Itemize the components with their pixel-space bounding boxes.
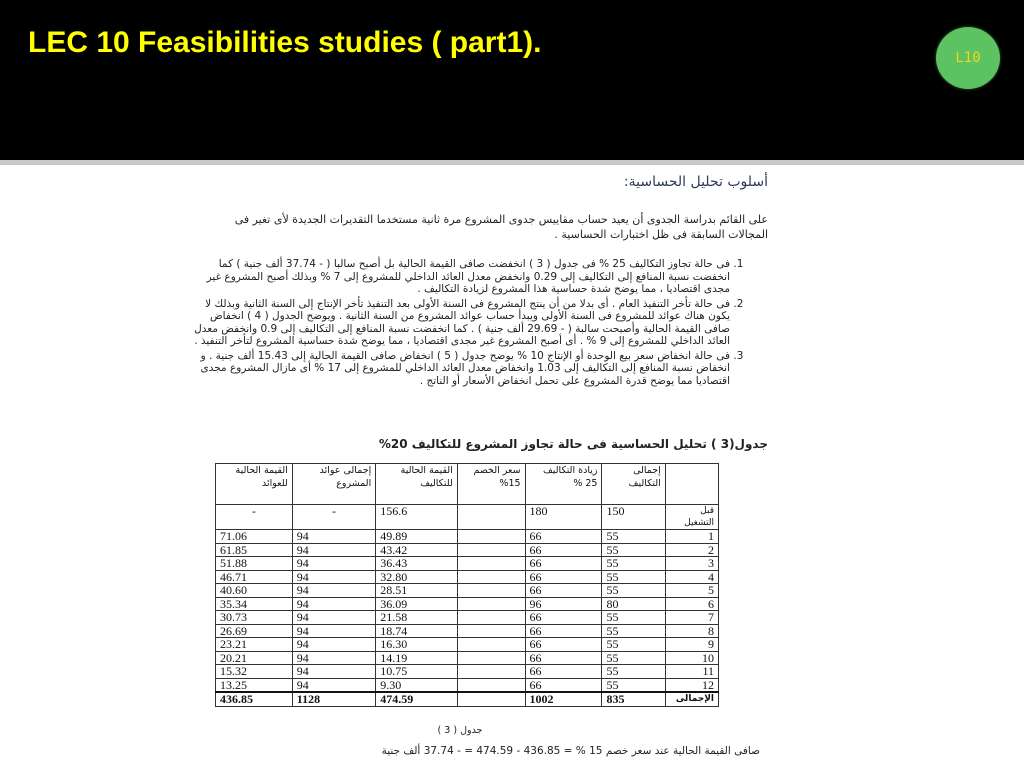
table-row [216, 584, 719, 598]
row-label: 9 [665, 638, 718, 652]
table-footnote: جدول ( 3 ) [437, 725, 483, 736]
table-row [216, 597, 719, 611]
table-cell: 36.09 [376, 597, 458, 611]
table-cell: 10.75 [376, 665, 458, 679]
table-cell: 80 [602, 597, 665, 611]
table-cell: 94 [292, 678, 375, 692]
table-cell: 55 [602, 611, 665, 625]
points-list [194, 258, 766, 389]
table-cell: - [216, 505, 293, 530]
row-label: 12 [665, 678, 718, 692]
row-label: 1 [665, 530, 718, 544]
table-cell: 66 [525, 651, 602, 665]
table-cell: 94 [292, 624, 375, 638]
table-cell: 32.80 [376, 570, 458, 584]
table-cell: 55 [602, 678, 665, 692]
table-row [216, 678, 719, 692]
table-cell: 55 [602, 651, 665, 665]
table-cell [457, 505, 525, 530]
table-cell: - [292, 505, 375, 530]
list-item: 2. فى حالة تأخر التنفيذ العام . أى بدلا من أن ينتج المشروع فى السنة الأولى بعد التنفيذ تأخر الإنتاج إلى السنة الثانية وبذلك لا يكون هناك عوائد للمشروع فى السنة الأولى ويبدأ حساب عوائد المشروع من السنة الثانية . ويوضح الجدول ( 4 ) انخفاض صافى القيمة الحالية وأصبحت سالبة ( - 29.69 ألف جنية ) . كما انخفضت نسبة المنافع إلى التكاليف إلى 0.9 وانخفض معدل العائد الداخلي للمشروع إلى 9 % . أى أصبح المشروع غير مجدى اقتصاديا ، مما يوضح شدة حساسية المشروع لتأخر التنفيذ . [194, 298, 730, 348]
table-cell: 150 [602, 505, 665, 530]
table-cell: 66 [525, 678, 602, 692]
column-header: سعر الخصم 15% [457, 464, 525, 505]
table-cell [457, 651, 525, 665]
table-cell: 94 [292, 584, 375, 598]
npv-formula: صافى القيمة الحالية عند سعر خصم 15 % = 436.85 - 474.59 = - 37.74 ألف جنية [381, 745, 760, 757]
table-cell: 156.6 [376, 505, 458, 530]
table-cell [457, 570, 525, 584]
table-cell: 30.73 [216, 611, 293, 625]
table-cell: 96 [525, 597, 602, 611]
row-label: الإجمالى [665, 692, 718, 706]
table-row [216, 570, 719, 584]
row-label: 3 [665, 557, 718, 571]
table-cell: 28.51 [376, 584, 458, 598]
slide-header [0, 0, 1024, 160]
table-cell [457, 638, 525, 652]
table-cell: 94 [292, 651, 375, 665]
row-label: 4 [665, 570, 718, 584]
row-label: 11 [665, 665, 718, 679]
table-cell [457, 557, 525, 571]
table-cell: 71.06 [216, 530, 293, 544]
table-cell: 474.59 [376, 692, 458, 706]
table-cell: 35.34 [216, 597, 293, 611]
table-cell: 13.25 [216, 678, 293, 692]
table-cell: 1002 [525, 692, 602, 706]
list-item: 1. فى حالة تجاوز التكاليف 25 % فى جدول ( 3 ) انخفضت صافى القيمة الحالية بل أصبح سالبا ( - 37.74 ألف جنية ) كما انخفضت نسبة المنافع إلى التكاليف إلى 0.29 وانخفض معدل العائد الداخلي للمشروع إلى 7 % وبذلك أصبح المشروع غير مجدى اقتصاديا ، مما يوضح شدة حساسية هذا المشروع لزيادة التكاليف . [194, 258, 730, 296]
table-cell: 94 [292, 638, 375, 652]
table-row [216, 543, 719, 557]
table-cell: 55 [602, 584, 665, 598]
table-cell: 61.85 [216, 543, 293, 557]
table-cell [457, 665, 525, 679]
table-row [216, 530, 719, 544]
table-header-row [216, 464, 719, 505]
table-cell: 20.21 [216, 651, 293, 665]
table-cell: 55 [602, 530, 665, 544]
table-cell: 66 [525, 530, 602, 544]
table-cell: 66 [525, 611, 602, 625]
table-row [216, 665, 719, 679]
table-cell: 55 [602, 638, 665, 652]
table-cell [457, 543, 525, 557]
row-label: 8 [665, 624, 718, 638]
column-header: إجمالى عوائد المشروع [292, 464, 375, 505]
table-row [216, 638, 719, 652]
row-label: 2 [665, 543, 718, 557]
table-cell: 66 [525, 570, 602, 584]
table-cell: 66 [525, 543, 602, 557]
table-cell: 14.19 [376, 651, 458, 665]
table-cell [457, 611, 525, 625]
table-cell: 43.42 [376, 543, 458, 557]
table-row [216, 557, 719, 571]
table-cell [457, 530, 525, 544]
table-cell: 66 [525, 624, 602, 638]
table-cell: 94 [292, 611, 375, 625]
table-row [216, 692, 719, 706]
table-cell: 94 [292, 597, 375, 611]
table-cell: 23.21 [216, 638, 293, 652]
table-cell: 835 [602, 692, 665, 706]
section-heading: أسلوب تحليل الحساسية: [623, 174, 768, 190]
table-cell: 180 [525, 505, 602, 530]
header-divider [0, 160, 1024, 165]
sensitivity-table [215, 463, 719, 707]
row-label: 10 [665, 651, 718, 665]
table-cell: 49.89 [376, 530, 458, 544]
table-cell: 55 [602, 570, 665, 584]
table-cell [457, 597, 525, 611]
table-cell: 1128 [292, 692, 375, 706]
slide-title: LEC 10 Feasibilities studies ( part1). [28, 26, 542, 59]
column-header: إجمالى التكاليف [602, 464, 665, 505]
table-cell [457, 678, 525, 692]
table-row [216, 624, 719, 638]
table-cell [457, 624, 525, 638]
table-cell: 55 [602, 557, 665, 571]
table-row [216, 651, 719, 665]
table-cell: 40.60 [216, 584, 293, 598]
column-header [665, 464, 718, 505]
table-cell: 46.71 [216, 570, 293, 584]
table-cell: 55 [602, 665, 665, 679]
table-cell: 9.30 [376, 678, 458, 692]
row-label: 6 [665, 597, 718, 611]
column-header: القيمة الحالية للتكاليف [376, 464, 458, 505]
lecture-badge: L10 [936, 27, 1000, 89]
table-cell: 66 [525, 638, 602, 652]
table-cell: 18.74 [376, 624, 458, 638]
table-cell [457, 692, 525, 706]
column-header: زيادة التكاليف 25 % [525, 464, 602, 505]
table-cell: 55 [602, 624, 665, 638]
table-cell: 94 [292, 557, 375, 571]
table-cell: 94 [292, 570, 375, 584]
table-cell: 51.88 [216, 557, 293, 571]
table-cell [457, 584, 525, 598]
table-row [216, 611, 719, 625]
table-cell: 66 [525, 665, 602, 679]
row-label: 5 [665, 584, 718, 598]
table-cell: 15.32 [216, 665, 293, 679]
table-cell: 66 [525, 584, 602, 598]
table-cell: 94 [292, 665, 375, 679]
row-label: قبل التشغيل [665, 505, 718, 530]
intro-paragraph: على القائم بدراسة الجدوى أن يعيد حساب مقاييس جدوى المشروع مرة ثانية مستخدما التقديرات الجديدة لأى تغير فى المجالات السابقة فى ظل اختبارات الحساسية . [234, 213, 768, 241]
table-row [216, 505, 719, 530]
table-cell: 436.85 [216, 692, 293, 706]
table-cell: 66 [525, 557, 602, 571]
table-cell: 36.43 [376, 557, 458, 571]
table-cell: 94 [292, 543, 375, 557]
column-header: القيمة الحالية للعوائد [216, 464, 293, 505]
table-caption: جدول(3 ) تحليل الحساسية فى حالة تجاوز المشروع للتكاليف 20% [378, 437, 768, 451]
table-cell: 94 [292, 530, 375, 544]
table-cell: 16.30 [376, 638, 458, 652]
table-cell: 55 [602, 543, 665, 557]
row-label: 7 [665, 611, 718, 625]
list-item: 3. فى حالة انخفاض سعر بيع الوحدة أو الإنتاج 10 % يوضح جدول ( 5 ) انخفاض صافى القيمة الحالية إلى 15.43 ألف جنية . و انخفاض نسبة المنافع إلى التكاليف إلى 1.03 وانخفاض معدل العائد الداخلي للمشروع إلى 17 % أى مازال المشروع مجدى اقتصاديا مما يوضح قدرة المشروع على تحمل انخفاض الأسعار أو الناتج . [194, 350, 730, 388]
table-cell: 21.58 [376, 611, 458, 625]
table-cell: 26.69 [216, 624, 293, 638]
